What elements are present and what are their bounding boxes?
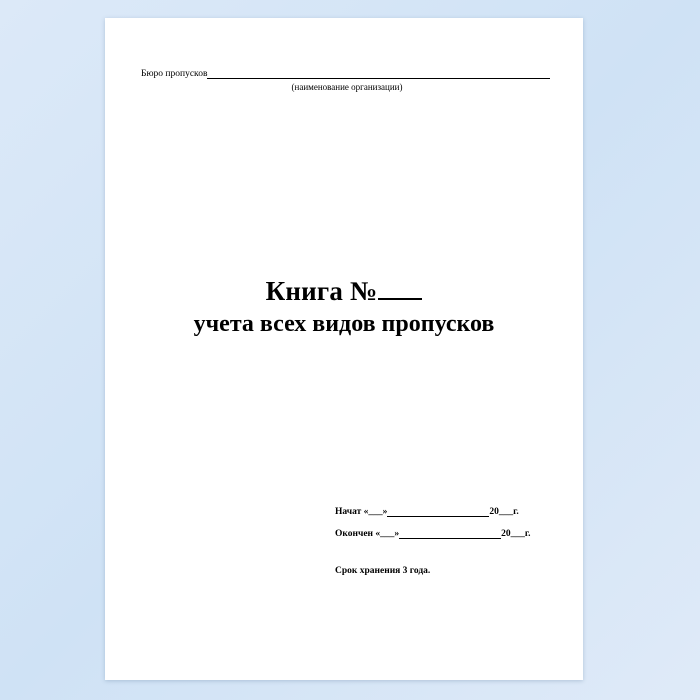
started-label: Начат «___» — [335, 507, 388, 517]
document-title — [105, 276, 583, 307]
organization-field — [141, 68, 553, 79]
organization-caption: (наименование организации) — [291, 82, 403, 92]
title-block — [105, 276, 583, 339]
retention-note: Срок хранения 3 года. — [335, 566, 431, 576]
footer-block — [335, 506, 561, 576]
document-title-text: Книга № — [265, 276, 378, 306]
started-row — [335, 506, 561, 528]
number-blank-line[interactable] — [378, 277, 422, 300]
started-year: 20___г. — [489, 507, 519, 517]
finished-row — [335, 528, 561, 550]
finished-label: Окончен «___» — [335, 529, 400, 539]
document-subtitle: учета всех видов пропусков — [193, 311, 495, 338]
finished-blank-line[interactable] — [399, 528, 501, 539]
organization-label: Бюро пропусков — [141, 69, 208, 79]
organization-blank-line[interactable] — [207, 68, 550, 79]
document-page — [105, 18, 583, 680]
finished-year: 20___г. — [501, 529, 531, 539]
started-blank-line[interactable] — [387, 506, 489, 517]
